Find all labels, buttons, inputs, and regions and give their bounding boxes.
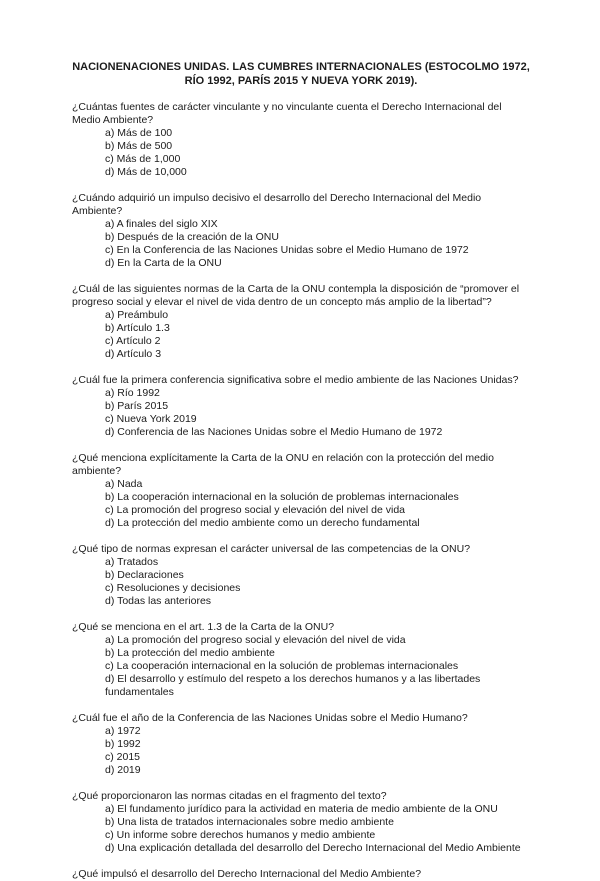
answer-option: d) 2019	[105, 764, 141, 776]
options-list	[72, 387, 530, 439]
question-block-2	[72, 192, 530, 270]
question-block-9	[72, 790, 530, 855]
answer-option: c) Nueva York 2019	[105, 413, 197, 425]
question-text: ¿Qué menciona explícitamente la Carta de la ONU en relación con la protección del medio ambiente?	[72, 452, 494, 477]
options-list	[72, 634, 530, 699]
answer-option: d) Todas las anteriores	[105, 595, 212, 607]
question-block-5	[72, 452, 530, 530]
answer-option: c) Resoluciones y decisiones	[105, 582, 241, 594]
question-block-4	[72, 374, 530, 439]
answer-option: a) Río 1992	[105, 387, 160, 399]
question-text: ¿Qué tipo de normas expresan el carácter universal de las competencias de la ONU?	[72, 543, 471, 555]
answer-option: b) París 2015	[105, 400, 169, 412]
options-list	[72, 803, 530, 855]
answer-option: a) Tratados	[105, 556, 159, 568]
answer-option: b) La cooperación internacional en la solución de problemas internacionales	[105, 491, 459, 503]
document-title: NACIONENACIONES UNIDAS. LAS CUMBRES INTERNACIONALES (ESTOCOLMO 1972, RÍO 1992, PARÍS 2015 Y NUEVA YORK 2019).	[72, 61, 530, 87]
answer-option: a) 1972	[105, 725, 141, 737]
answer-option: d) Una explicación detallada del desarrollo del Derecho Internacional del Medio Ambiente	[105, 842, 521, 854]
answer-option: c) Artículo 2	[105, 335, 161, 347]
answer-option: b) Más de 500	[105, 140, 173, 152]
question-text: ¿Cuál fue la primera conferencia significativa sobre el medio ambiente de las Naciones Unidas?	[72, 374, 519, 386]
question-block-10	[72, 868, 530, 881]
question-block-3	[72, 283, 530, 361]
answer-option: a) Más de 100	[105, 127, 173, 139]
question-text: ¿Qué proporcionaron las normas citadas en el fragmento del texto?	[72, 790, 387, 802]
question-text: ¿Qué se menciona en el art. 1.3 de la Carta de la ONU?	[72, 621, 335, 633]
answer-option: c) Un informe sobre derechos humanos y medio ambiente	[105, 829, 376, 841]
answer-option: c) La promoción del progreso social y elevación del nivel de vida	[105, 504, 405, 516]
options-list	[72, 725, 530, 777]
answer-option: a) Preámbulo	[105, 309, 169, 321]
question-block-8	[72, 712, 530, 777]
question-block-6	[72, 543, 530, 608]
question-text: ¿Cuántas fuentes de carácter vinculante y no vinculante cuenta el Derecho Internacional del Medio Ambiente?	[72, 101, 502, 126]
question-text: ¿Qué impulsó el desarrollo del Derecho Internacional del Medio Ambiente?	[72, 868, 422, 880]
options-list	[72, 218, 530, 270]
options-list	[72, 127, 530, 179]
answer-option: b) Una lista de tratados internacionales sobre medio ambiente	[105, 816, 394, 828]
question-text: ¿Cuál de las siguientes normas de la Carta de la ONU contempla la disposición de “promover el progreso social y elevar el nivel de vida dentro de un concepto más amplio de la libertad”?	[72, 283, 520, 308]
question-text: ¿Cuál fue el año de la Conferencia de las Naciones Unidas sobre el Medio Humano?	[72, 712, 468, 724]
answer-option: a) A finales del siglo XIX	[105, 218, 218, 230]
question-block-7	[72, 621, 530, 699]
answer-option: a) Nada	[105, 478, 143, 490]
answer-option: b) 1992	[105, 738, 141, 750]
options-list	[72, 556, 530, 608]
answer-option: c) 2015	[105, 751, 141, 763]
question-block-1	[72, 101, 530, 179]
question-text: ¿Cuándo adquirió un impulso decisivo el desarrollo del Derecho Internacional del Medio Ambiente?	[72, 192, 482, 217]
options-list	[72, 478, 530, 530]
answer-option: d) El desarrollo y estímulo del respeto a los derechos humanos y a las libertades fundamentales	[105, 673, 481, 698]
answer-option: b) La protección del medio ambiente	[105, 647, 275, 659]
answer-option: b) Después de la creación de la ONU	[105, 231, 279, 243]
answer-option: d) La protección del medio ambiente como un derecho fundamental	[105, 517, 420, 529]
options-list	[72, 309, 530, 361]
answer-option: c) La cooperación internacional en la solución de problemas internacionales	[105, 660, 459, 672]
answer-option: d) Artículo 3	[105, 348, 162, 360]
answer-option: d) En la Carta de la ONU	[105, 257, 222, 269]
answer-option: a) El fundamento jurídico para la actividad en materia de medio ambiente de la ONU	[105, 803, 498, 815]
answer-option: b) Declaraciones	[105, 569, 184, 581]
answer-option: b) Artículo 1.3	[105, 322, 170, 334]
answer-option: c) En la Conferencia de las Naciones Unidas sobre el Medio Humano de 1972	[105, 244, 469, 256]
answer-option: c) Más de 1,000	[105, 153, 181, 165]
answer-option: d) Más de 10,000	[105, 166, 187, 178]
answer-option: d) Conferencia de las Naciones Unidas sobre el Medio Humano de 1972	[105, 426, 443, 438]
answer-option: a) La promoción del progreso social y elevación del nivel de vida	[105, 634, 406, 646]
